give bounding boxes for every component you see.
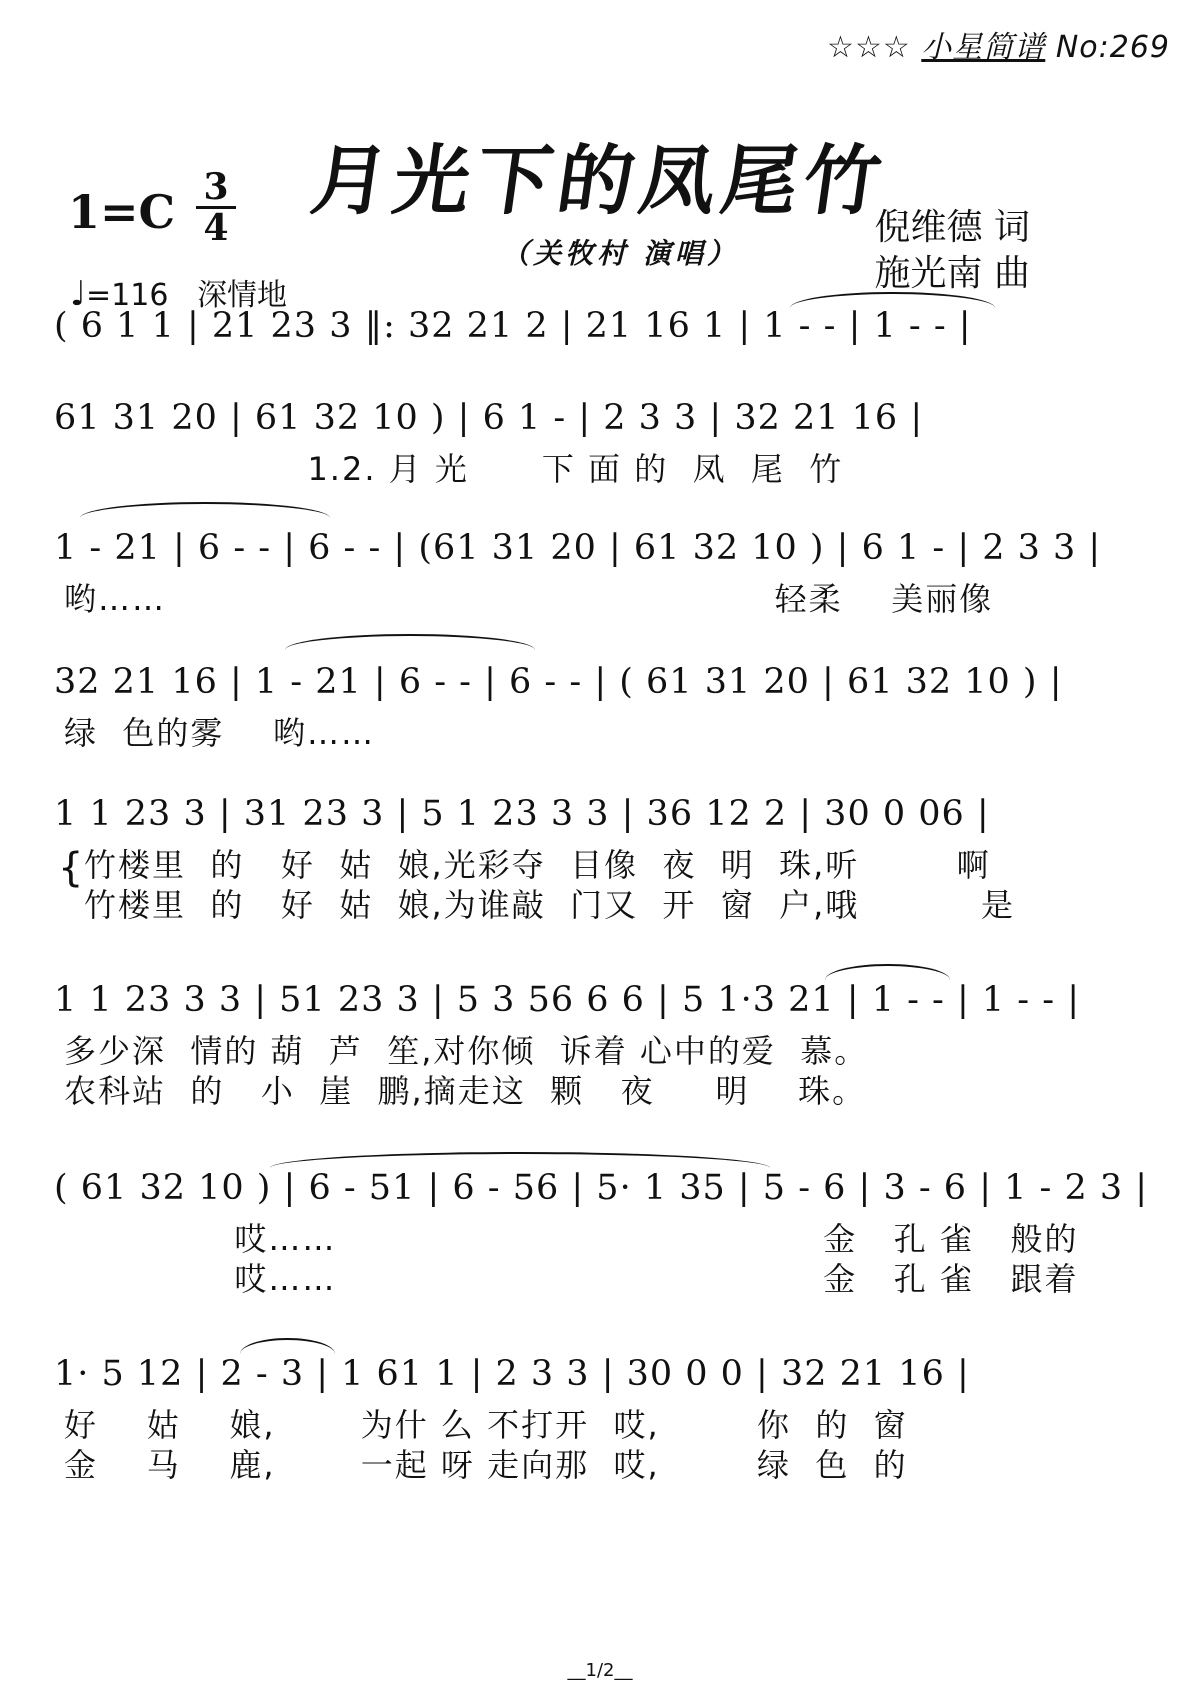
singer-credit: （关牧村 演唱） xyxy=(501,237,739,270)
music-row-3: 1 - 21 | 6 - - | 6 - - | (61 31 20 | 61 32 10 ) | 6 1 - | 2 3 3 | xyxy=(54,528,1102,568)
credits xyxy=(875,205,1030,297)
music-row-6: 1 1 23 3 3 | 51 23 3 | 5 3 56 6 6 | 5 1·3 21 | 1 - - | 1 - - | xyxy=(54,980,1081,1020)
music-row-8: 1· 5 12 | 2 - 3 | 1 61 1 | 2 3 3 | 30 0 0 | 32 21 16 | xyxy=(54,1354,970,1394)
lyric-line-9: 哎…… 金 孔 雀 跟着 xyxy=(64,1260,1079,1298)
lyric-line-11: 金 马 鹿, 一起 呀 走向那 哎, 绿 色 的 xyxy=(64,1446,908,1484)
lyric-line-10: 好 姑 娘, 为什 么 不打开 哎, 你 的 窗 xyxy=(64,1406,908,1444)
brand-header xyxy=(827,22,1170,66)
lyricist: 倪维德 词 xyxy=(874,207,1030,248)
page-number: __1/2__ xyxy=(567,1660,633,1681)
expression-mark: 深情地 xyxy=(197,278,288,313)
composer: 施光南 曲 xyxy=(874,253,1030,294)
lyric-line-3: 绿 色的雾 哟…… xyxy=(64,714,376,752)
time-signature-top: 3 xyxy=(203,166,229,208)
music-row-1: ( 6 1 1 | 21 23 3 ‖: 32 21 2 | 21 16 1 | 1 - - | 1 - - | xyxy=(54,306,972,346)
brace-mark: { xyxy=(58,845,84,891)
star-icon: ☆☆☆ xyxy=(827,30,911,65)
music-row-4: 32 21 16 | 1 - 21 | 6 - - | 6 - - | ( 61 31 20 | 61 32 10 ) | xyxy=(54,662,1063,702)
music-row-5: 1 1 23 3 | 31 23 3 | 5 1 23 3 3 | 36 12 2 | 30 0 06 | xyxy=(54,794,990,834)
lyric-line-5: 竹楼里 的 好 姑 娘,为谁敲 门又 开 窗 户,哦 是 xyxy=(84,886,1015,924)
music-row-2: 61 31 20 | 61 32 10 ) | 6 1 - | 2 3 3 | 32 21 16 | xyxy=(54,398,924,438)
lyric-line-8: 哎…… 金 孔 雀 般的 xyxy=(64,1220,1079,1258)
lyric-line-6: 多少深 情的 葫 芦 笙,对你倾 诉着 心中的爱 慕。 xyxy=(64,1032,869,1070)
lyric-line-1: 1.2. 月 光 下 面 的 凤 尾 竹 xyxy=(64,450,844,488)
lyric-line-4: 竹楼里 的 好 姑 娘,光彩夺 目像 夜 明 珠,听 啊 xyxy=(84,846,991,884)
brand-name: 小星简谱 xyxy=(921,30,1046,65)
tempo-value: =116 xyxy=(86,278,169,313)
lyric-line-7: 农科站 的 小 崖 鹏,摘走这 颗 夜 明 珠。 xyxy=(64,1072,867,1110)
time-signature-bottom: 4 xyxy=(203,207,229,249)
song-title: 月光下的凤尾竹 xyxy=(305,136,893,225)
tie-mark xyxy=(285,634,535,650)
brand-number: No:269 xyxy=(1055,30,1170,65)
time-signature xyxy=(196,166,236,249)
quarter-note-icon: ♩ xyxy=(70,274,87,314)
key-signature: 1=C xyxy=(68,185,176,239)
lyric-line-2: 哟…… 轻柔 美丽像 xyxy=(64,580,994,618)
music-row-7: ( 61 32 10 ) | 6 - 51 | 6 - 56 | 5· 1 35 | 5 - 6 | 3 - 6 | 1 - 2 3 | xyxy=(54,1168,1149,1208)
tie-mark xyxy=(80,502,330,518)
